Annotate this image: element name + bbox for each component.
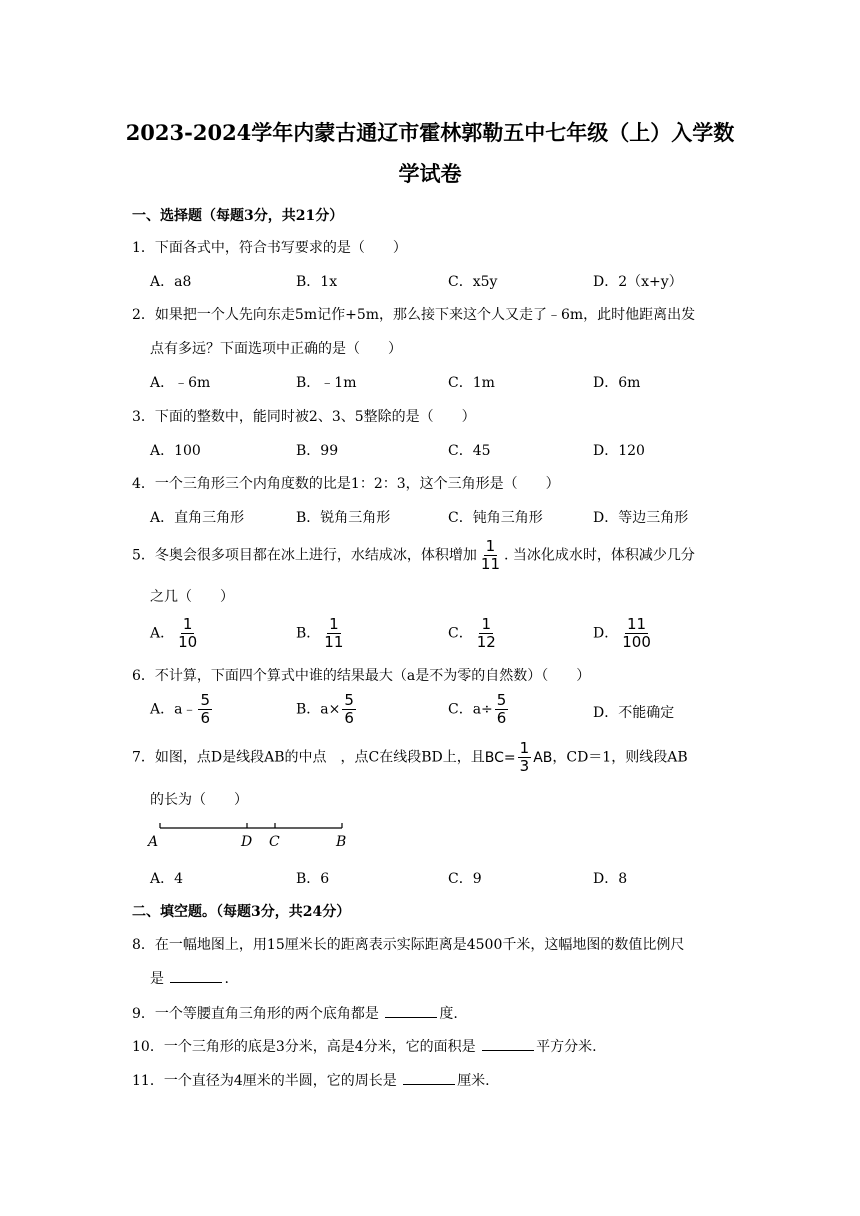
question-5-text: 5．冬奥会很多项目都在冰上进行，水结成冰，体积增加 xyxy=(132,547,477,564)
question-10: 10．一个三角形的底是3分米，高是4分米，它的面积是 平方分米. xyxy=(132,1039,597,1055)
option-b: B． $\frac{1}{11}$ xyxy=(296,615,344,651)
question-11: 11．一个直径为4厘米的半圆，它的周长是 厘米. xyxy=(132,1073,490,1089)
question-7 xyxy=(132,740,688,775)
option-b: B．99 xyxy=(296,443,339,459)
question-5-cont: 之几（ ） xyxy=(150,589,234,605)
option-d: D．8 xyxy=(593,871,628,887)
option-b: B．﹣1m xyxy=(296,375,357,391)
question-9: 9．一个等腰直角三角形的两个底角都是 度. xyxy=(132,1006,458,1022)
question-6: 6．不计算，下面四个算式中谁的结果最大（a是不为零的自然数）（ ） xyxy=(132,668,591,684)
point-b-label: B xyxy=(336,834,347,850)
option-a: A．4 xyxy=(150,871,184,887)
question-4: 4．一个三角形三个内角度数的比是1：2：3，这个三角形是（ ） xyxy=(132,476,560,492)
question-5 xyxy=(132,538,695,573)
question-7-text: 7．如图，点D是线段AB的中点 ，点C在线段BD上，且 xyxy=(132,749,485,766)
option-c: C．45 xyxy=(448,443,491,459)
option-d: D．2（x+y） xyxy=(593,274,683,290)
answer-blank[interactable] xyxy=(403,1071,455,1085)
option-c: C．钝角三角形 xyxy=(448,510,543,526)
option-b: B．6 xyxy=(296,871,330,887)
option-a: A．a8 xyxy=(150,274,192,290)
segment-diagram xyxy=(140,818,370,854)
option-c: C．a÷ $\frac{5}{6}$ xyxy=(448,691,507,727)
question-2-cont: 点有多远？下面选项中正确的是（ ） xyxy=(150,341,402,357)
option-c: C．x5y xyxy=(448,274,498,290)
option-d: D．120 xyxy=(593,443,645,459)
question-7-text-b: ，CD＝1，则线段AB xyxy=(552,749,688,766)
equation: BC= $\frac{1}{3}$ AB xyxy=(484,739,553,775)
page-title: 2023-2024学年内蒙古通辽市霍林郭勒五中七年级（上）入学数 xyxy=(125,120,735,145)
option-c: C．9 xyxy=(448,871,482,887)
option-a: A． $\frac{1}{10}$ xyxy=(150,615,198,651)
point-c-label: C xyxy=(269,834,280,850)
section-heading: 二、填空题。（每题3分，共24分） xyxy=(132,904,351,920)
question-1: 1．下面各式中，符合书写要求的是（ ） xyxy=(132,240,407,256)
option-c: C．1m xyxy=(448,375,495,391)
point-d-label: D xyxy=(241,834,253,850)
option-d: D．6m xyxy=(593,375,641,391)
question-8-cont: 是 . xyxy=(150,971,229,987)
question-2: 2．如果把一个人先向东走5m记作+5m，那么接下来这个人又走了﹣6m，此时他距离出发 xyxy=(132,307,696,323)
fraction: $\frac{1}{11}$ xyxy=(480,537,500,573)
option-a: A．100 xyxy=(150,443,201,459)
page-title-line2: 学试卷 xyxy=(398,161,462,186)
option-b: B．1x xyxy=(296,274,338,290)
answer-blank[interactable] xyxy=(385,1004,437,1018)
option-d: D．不能确定 xyxy=(593,705,675,721)
answer-blank[interactable] xyxy=(482,1037,534,1051)
question-7-cont: 的长为（ ） xyxy=(150,792,248,808)
option-d: D． $\frac{11}{100}$ xyxy=(593,615,651,651)
option-b: B．a× $\frac{5}{6}$ xyxy=(296,691,354,727)
option-a: A．a﹣ $\frac{5}{6}$ xyxy=(150,691,211,727)
point-a-label: A xyxy=(148,834,159,850)
question-3: 3．下面的整数中，能同时被2、3、5整除的是（ ） xyxy=(132,409,476,425)
answer-blank[interactable] xyxy=(170,969,222,983)
option-a: A．﹣6m xyxy=(150,375,211,391)
option-c: C． $\frac{1}{12}$ xyxy=(448,615,496,651)
question-8: 8．在一幅地图上，用15厘米长的距离表示实际距离是4500千米，这幅地图的数值比例尺 xyxy=(132,937,685,953)
option-a: A．直角三角形 xyxy=(150,510,245,526)
section-heading: 一、选择题（每题3分，共21分） xyxy=(132,208,344,224)
option-b: B．锐角三角形 xyxy=(296,510,391,526)
question-5-text-b: . 当冰化成水时，体积减少几分 xyxy=(504,547,695,564)
option-d: D．等边三角形 xyxy=(593,510,689,526)
